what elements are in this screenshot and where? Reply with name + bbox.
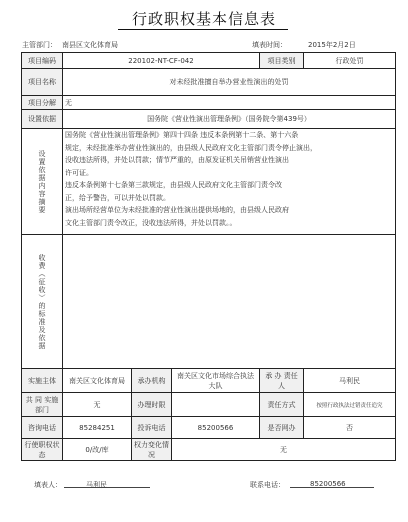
detail-line: 规定，未经批准举办营业性演出的，由县级人民政府文化主管部门责令停止演出， xyxy=(65,143,317,152)
page-title: 行政职权基本信息表 xyxy=(131,10,276,28)
joint-label: 共 同 实施部门 xyxy=(22,393,63,417)
date-label: 填表时间： xyxy=(252,41,287,49)
item-code-value: 220102-NT-CF-042 xyxy=(63,53,260,69)
impl-subject-label: 实施主体 xyxy=(22,369,63,393)
change-value: 0/改/库 xyxy=(63,439,132,461)
dept-value: 南县区文化体育局 xyxy=(62,41,118,49)
filler-label: 填表人： xyxy=(34,481,62,489)
item-sub-label: 项目分解 xyxy=(22,96,63,110)
phone-underline xyxy=(290,487,374,488)
fee-label-cell xyxy=(22,235,63,369)
detail-line: 没收违法所得，并处以罚款；情节严重的，由原发证机关吊销营业性演出 xyxy=(65,156,289,164)
impl-subject-value: 南关区文化体育局 xyxy=(63,369,132,393)
handler-value: 南关区文化市场综合执法大队 xyxy=(172,369,260,393)
time-value xyxy=(172,393,260,417)
time-label: 办理时限 xyxy=(132,393,172,417)
complain-value: 85200566 xyxy=(172,417,260,439)
detail-line: 演出场所经营单位为未经批准的营业性演出提供场地的，由县级人民政府 xyxy=(65,206,289,214)
detail-label: 设置依据内容摘要 xyxy=(38,149,46,214)
detail-line: 违反本条例第十七条第三款规定，由县级人民政府文化主管部门责令改 xyxy=(65,181,282,189)
info-table xyxy=(21,52,396,461)
filler-underline xyxy=(64,487,150,488)
basis-value: 国务院《营业性演出管理条例》（国务院令第439号） xyxy=(63,110,396,129)
handler-label: 承办机构 xyxy=(132,369,172,393)
detail-content xyxy=(63,129,396,235)
phone-value: 85200566 xyxy=(310,480,346,488)
fee-label: 收费（征收）的标准及依据 xyxy=(38,253,46,350)
item-name-value: 对未经批准擅自举办营业性演出的处罚 xyxy=(63,69,396,96)
duty-label: 责任方式 xyxy=(260,393,304,417)
dept-label: 主管部门： xyxy=(22,41,57,49)
item-category-label: 项目类别 xyxy=(260,53,304,69)
item-name-label: 项目名称 xyxy=(22,69,63,96)
complain-label: 投诉电话 xyxy=(132,417,172,439)
fee-value xyxy=(63,235,396,369)
detail-line: 文化主管部门责令改正，没收违法所得，并处以罚款。。 xyxy=(65,218,237,227)
detail-line: 许可证。 xyxy=(65,168,93,177)
item-category-value: 行政处罚 xyxy=(304,53,396,69)
online-value: 否 xyxy=(304,417,396,439)
permission-label: 权力变化情 况 xyxy=(132,439,172,461)
date-value: 2015年2月2日 xyxy=(308,41,356,49)
duty-value: 按照行政执法过错责任追究 xyxy=(304,393,396,417)
online-label: 是否网办 xyxy=(260,417,304,439)
item-sub-value: 无 xyxy=(63,96,396,110)
detail-line: 国务院《营业性演出管理条例》第四十四条 违反本条例第十二条、第十六条 xyxy=(65,131,299,139)
manager-label: 承 办 责任人 xyxy=(260,369,304,393)
manager-value: 马利民 xyxy=(304,369,396,393)
joint-value: 无 xyxy=(63,393,132,417)
title-underline xyxy=(118,29,288,30)
detail-line: 正，给予警告，可以并处以罚款。 xyxy=(65,193,170,202)
consult-label: 咨询电话 xyxy=(22,417,63,439)
basis-label: 设置依据 xyxy=(22,110,63,129)
detail-label-cell xyxy=(22,129,63,235)
permission-value: 无 xyxy=(172,439,396,461)
consult-value: 85284251 xyxy=(63,417,132,439)
change-label: 行使职权状 态 xyxy=(22,439,63,461)
phone-label: 联系电话： xyxy=(250,481,285,489)
item-code-label: 项目编码 xyxy=(22,53,63,69)
filler-value: 马利民 xyxy=(86,481,107,489)
